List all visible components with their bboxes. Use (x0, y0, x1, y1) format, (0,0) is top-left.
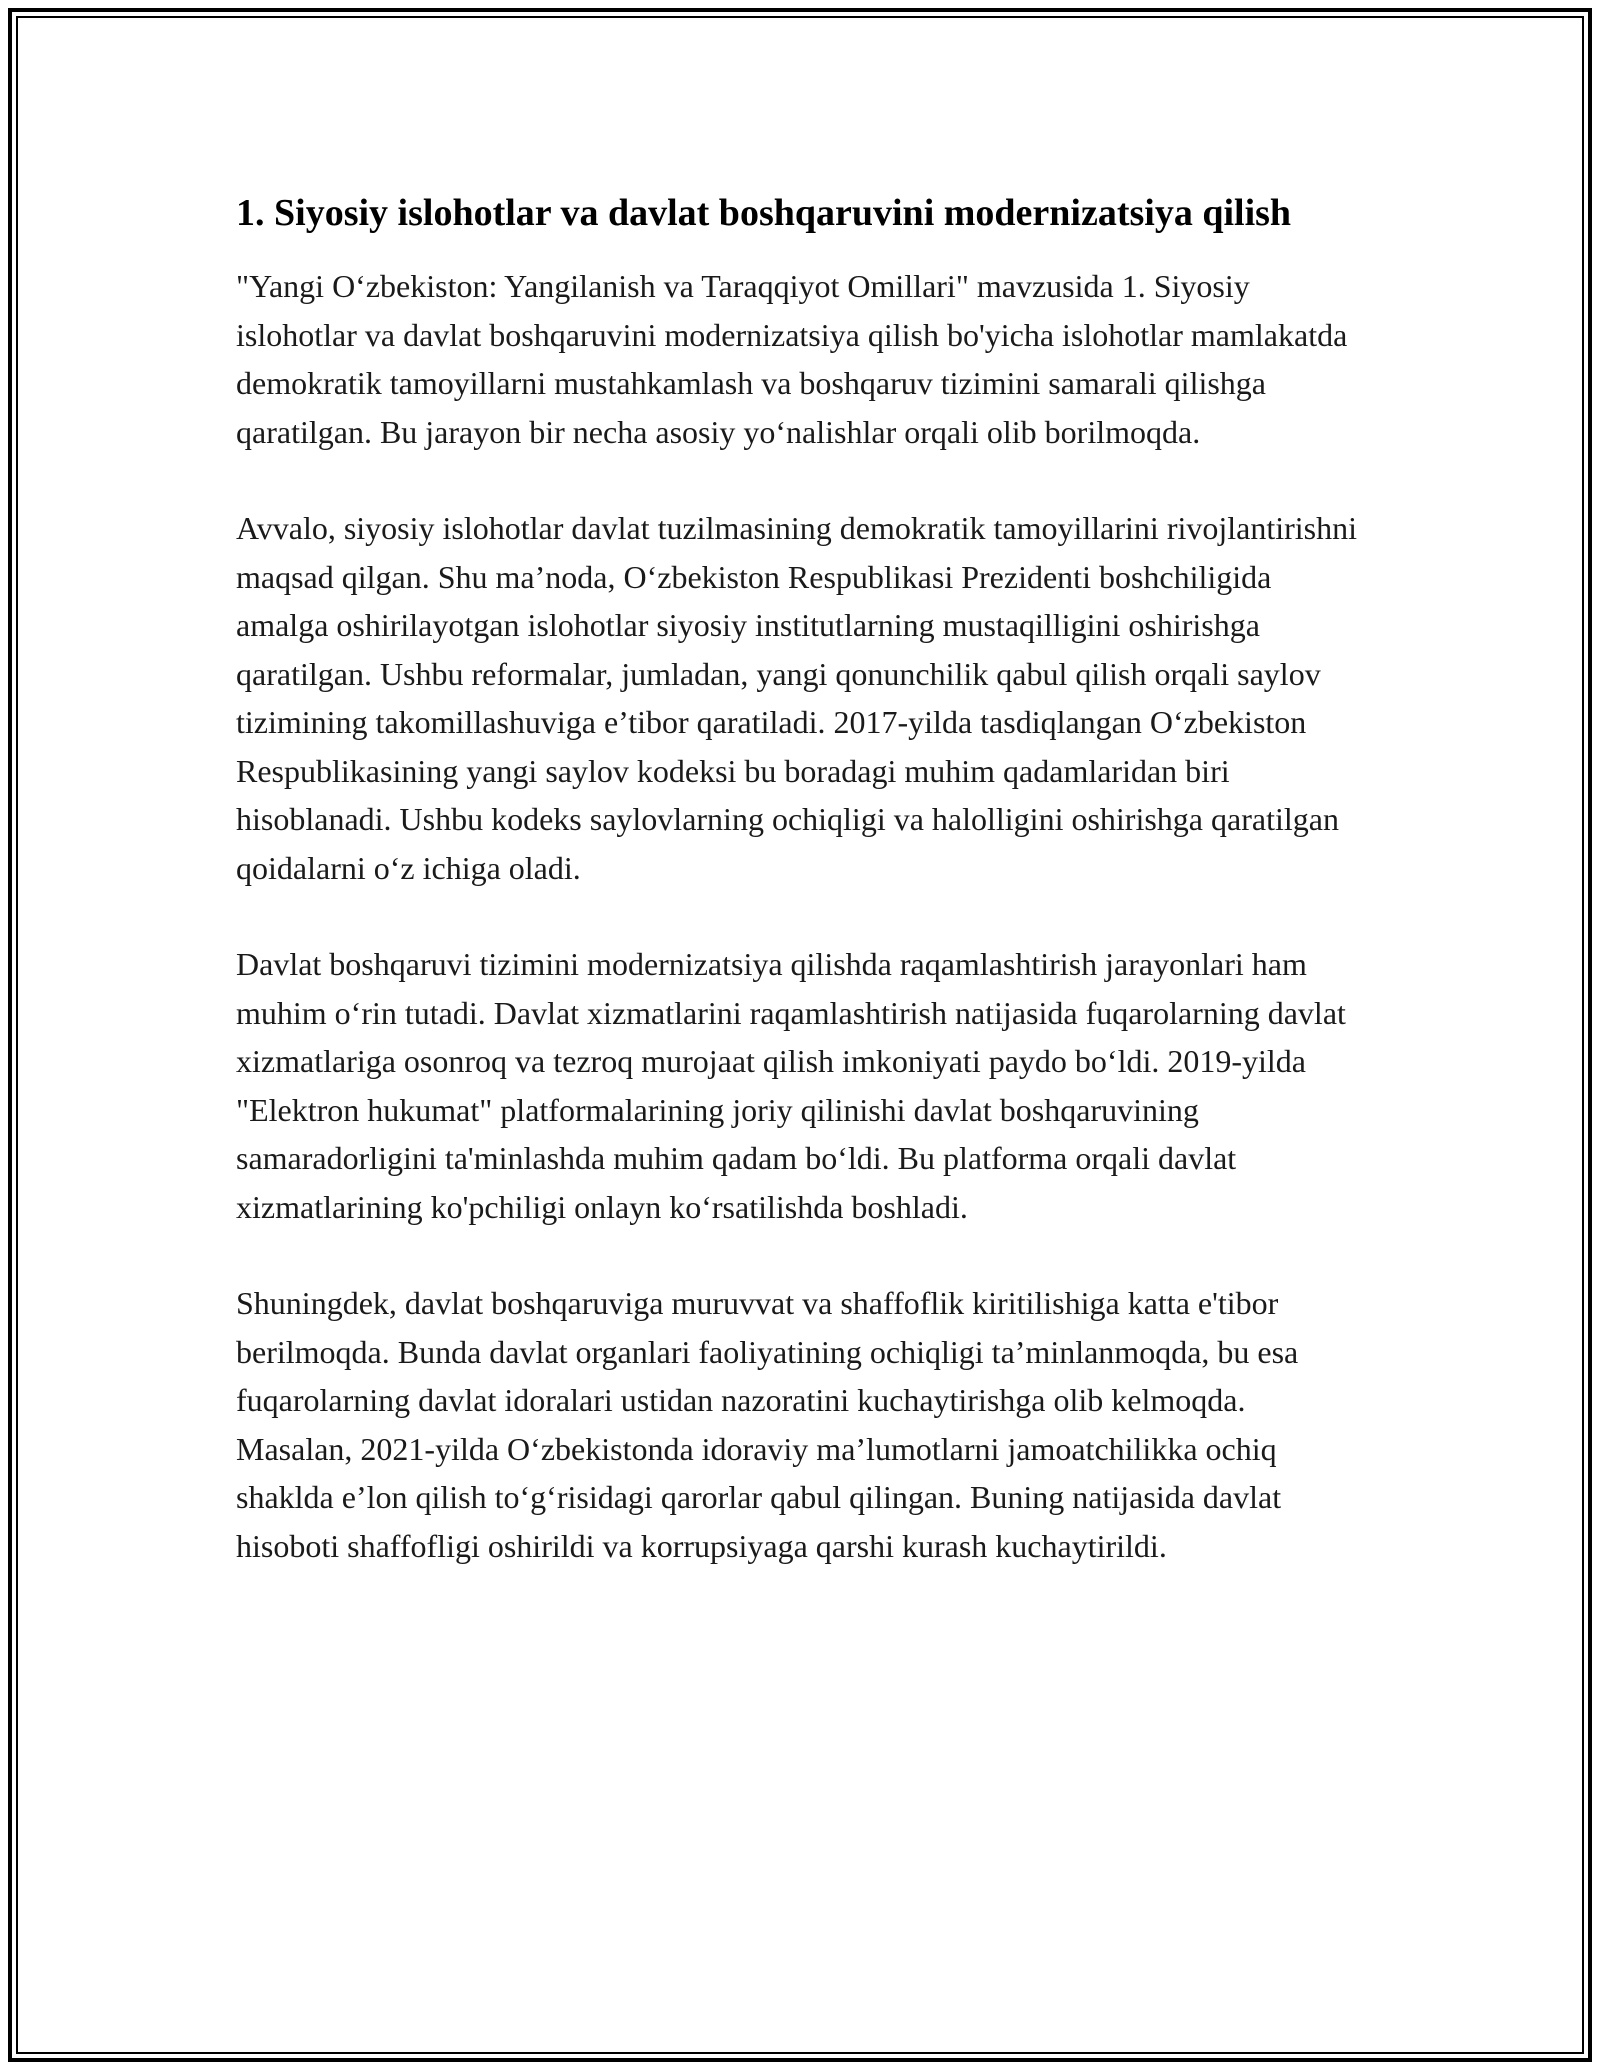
paragraph-intro: "Yangi O‘zbekiston: Yangilanish va Taraqqiyot Omillari" mavzusida 1. Siyosiy islohotlar va davlat boshqaruvini modernizatsiya qilish bo'yicha islohotlar mamlakatda demokratik tamoyillarni mustahkamlash va boshqaruv tizimini samarali qilishga qaratilgan. Bu jarayon bir necha asosiy yo‘nalishlar orqali olib borilmoqda. (236, 268, 1348, 450)
section-heading: 1. Siyosiy islohotlar va davlat boshqaruvini modernizatsiya qilish (236, 192, 1292, 234)
paragraph-digitalization: Davlat boshqaruvi tizimini modernizatsiya qilishda raqamlashtirish jarayonlari ham muhim o‘rin tutadi. Davlat xizmatlarini raqamlashtirish natijasida fuqarolarning davlat xizmatlariga osonroq va tezroq murojaat qilish imkoniyati paydo bo‘ldi. 2019-yilda "Elektron hukumat" platformalarining joriy qilinishi davlat boshqaruvining samaradorligini ta'minlashda muhim qadam bo‘ldi. Bu platforma orqali davlat xizmatlarining ko'pchiligi onlayn ko‘rsatilishda boshladi. (236, 946, 1346, 1225)
paragraph-transparency: Shuningdek, davlat boshqaruviga muruvvat va shaffoflik kiritilishiga katta e'tibor berilmoqda. Bunda davlat organlari faoliyatining ochiqligi ta’minlanmoqda, bu esa fuqarolarning davlat idoralari ustidan nazoratini kuchaytirishga olib kelmoqda. Masalan, 2021-yilda O‘zbekistonda idoraviy ma’lumotlarni jamoatchilikka ochiq shaklda e’lon qilish to‘g‘risidagi qarorlar qabul qilingan. Buning natijasida davlat hisoboti shaffofligi oshirildi va korrupsiyaga qarshi kurash kuchaytirildi. (236, 1285, 1299, 1564)
paragraph-political-reforms: Avvalo, siyosiy islohotlar davlat tuzilmasining demokratik tamoyillarini rivojlantirishni maqsad qilgan. Shu ma’noda, O‘zbekiston Respublikasi Prezidenti boshchiligida amalga oshirilayotgan islohotlar siyosiy institutlarning mustaqilligini oshirishga qaratilgan. Ushbu reformalar, jumladan, yangi qonunchilik qabul qilish orqali saylov tizimining takomillashuviga e’tibor qaratiladi. 2017-yilda tasdiqlangan O‘zbekiston Respublikasining yangi saylov kodeksi bu boradagi muhim qadamlaridan biri hisoblanadi. Ushbu kodeks saylovlarning ochiqligi va halolligini oshirishga qaratilgan qoidalarni o‘z ichiga oladi. (236, 510, 1358, 886)
document-body (236, 186, 1366, 1618)
